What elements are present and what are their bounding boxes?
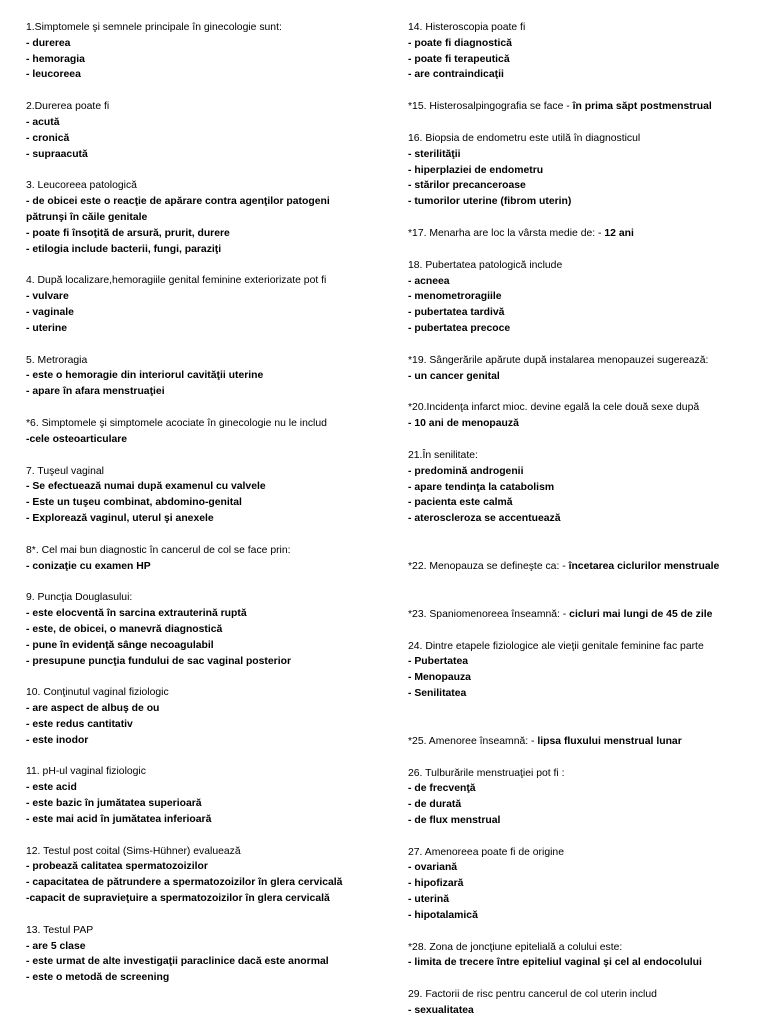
question-text: 10. Conţinutul vaginal fiziologic: [26, 687, 169, 699]
question-text: 29. Factorii de risc pentru cancerul de col uterin includ: [408, 989, 657, 1001]
question-text: 27. Amenoreea poate fi de origine: [408, 846, 564, 858]
answer-line: - Se efectuează numai după examenul cu valvele: [26, 481, 266, 493]
answer-line: - supraacută: [26, 148, 88, 160]
question-block: [26, 416, 376, 448]
answer-line: - este redus cantitativ: [26, 718, 133, 730]
answer-line: - acneea: [408, 275, 450, 287]
question-text: *23. Spaniomenoreea înseamnă: -: [408, 608, 570, 620]
question-block: [26, 923, 376, 986]
answer-line: - Explorează vaginul, uterul şi anexele: [26, 512, 214, 524]
answer-line: pătrunşi în căile genitale: [26, 211, 148, 223]
question-block: [408, 607, 760, 623]
answer-line: - apare în afara menstruaţiei: [26, 386, 165, 398]
answer-line: - apare tendinţa la catabolism: [408, 481, 555, 493]
answer-line: - pacienta este calmă: [408, 497, 513, 509]
question-block: [26, 590, 376, 669]
answer-line: - vulvare: [26, 291, 69, 303]
question-text: 2.Durerea poate fi: [26, 101, 110, 113]
question-block: [26, 20, 376, 83]
answer-line: - acută: [26, 116, 60, 128]
answer-line: - vaginale: [26, 306, 74, 318]
answer-line: - de frecvenţă: [408, 783, 476, 795]
question-block: [408, 987, 760, 1019]
answer-line: - leucoreea: [26, 69, 81, 81]
answer-line: - etilogia include bacterii, fungi, paraziţi: [26, 243, 222, 255]
answer-line: - este, de obicei, o manevră diagnostică: [26, 623, 223, 635]
answer-line: - de flux menstrual: [408, 814, 501, 826]
question-block: [408, 734, 760, 750]
inline-answer: în prima săpt postmenstrual: [572, 101, 712, 113]
answer-line: - probează calitatea spermatozoizilor: [26, 861, 208, 873]
answer-line: - hipotalamică: [408, 909, 478, 921]
answer-line: - Pubertatea: [408, 656, 469, 668]
answer-line: - poate fi însoţită de arsură, prurit, durere: [26, 227, 230, 239]
question-title: [26, 20, 376, 36]
right-question-column: [408, 20, 760, 1019]
inline-answer: încetarea ciclurilor menstruale: [568, 560, 720, 572]
question-title: [408, 639, 760, 655]
answer-line: - uterine: [26, 322, 67, 334]
question-block: [408, 131, 760, 210]
answer-line: - pune în evidenţă sânge necoagulabil: [26, 639, 214, 651]
answer-line: - este bazic în jumătatea superioară: [26, 798, 202, 810]
answer-line: - menometroragiile: [408, 291, 502, 303]
question-title: [408, 766, 760, 782]
question-text: 14. Histeroscopia poate fi: [408, 22, 526, 33]
answer-line: -cele osteoarticulare: [26, 433, 128, 445]
question-text: *25. Amenoree înseamnă: -: [408, 735, 538, 747]
answer-line: - sexualitatea: [408, 1005, 474, 1017]
answer-line: - de durată: [408, 799, 462, 811]
answer-line: - Senilitatea: [408, 687, 467, 699]
answer-line: - hiperplaziei de endometru: [408, 164, 544, 176]
answer-line: -capacit de supravieţuire a spermatozoizilor în glera cervicală: [26, 893, 330, 905]
answer-line: - este urmat de alte investigaţii paraclinice dacă este anormal: [26, 956, 329, 968]
answer-line: - conizaţie cu examen HP: [26, 560, 151, 572]
answer-line: - are aspect de albuş de ou: [26, 703, 160, 715]
question-title: [26, 416, 376, 432]
question-text: 4. După localizare,hemoragiile genital feminine exteriorizate pot fi: [26, 275, 327, 287]
answer-line: - uterină: [408, 894, 449, 906]
answer-line: - are 5 clase: [26, 940, 86, 952]
question-title: [26, 685, 376, 701]
question-title: [26, 464, 376, 480]
question-title: [408, 734, 760, 750]
question-text: 11. pH-ul vaginal fiziologic: [26, 766, 146, 778]
question-block: [408, 940, 760, 972]
answer-line: - este acid: [26, 782, 77, 794]
question-text: 1.Simptomele şi semnele principale în ginecologie sunt:: [26, 22, 282, 33]
question-text: 5. Metroragia: [26, 354, 88, 366]
answer-line: - sterilităţii: [408, 148, 461, 160]
inline-answer: 12 ani: [604, 227, 634, 239]
question-title: [408, 559, 760, 575]
question-title: [26, 99, 376, 115]
question-text: *15. Histerosalpingografia se face -: [408, 101, 573, 113]
question-text: *17. Menarha are loc la vârsta medie de: -: [408, 227, 605, 239]
answer-line: - durerea: [26, 37, 71, 49]
answer-line: - tumorilor uterine (fibrom uterin): [408, 196, 572, 208]
answer-line: - pubertatea tardivă: [408, 307, 505, 319]
question-title: [408, 940, 760, 956]
question-title: [26, 844, 376, 860]
answer-line: - stărilor precanceroase: [408, 180, 526, 192]
question-title: [26, 353, 376, 369]
question-title: [408, 131, 760, 147]
answer-line: - hipofizară: [408, 878, 464, 890]
answer-line: - Menopauza: [408, 672, 471, 684]
question-title: [408, 607, 760, 623]
question-title: [408, 99, 760, 115]
question-text: *6. Simptomele şi simptomele acociate în ginecologie nu le includ: [26, 417, 327, 429]
question-block: [26, 844, 376, 907]
question-block: [408, 845, 760, 924]
answer-line: - este elocventă în sarcina extrauterină ruptă: [26, 608, 247, 620]
question-title: [408, 20, 760, 36]
question-text: 3. Leucoreea patologică: [26, 180, 137, 192]
question-block: [408, 99, 760, 115]
question-title: [408, 448, 760, 464]
question-text: 16. Biopsia de endometru este utilă în diagnosticul: [408, 132, 641, 144]
question-block: [408, 400, 760, 432]
question-text: 18. Pubertatea patologică include: [408, 259, 563, 271]
question-title: [408, 258, 760, 274]
answer-line: - un cancer genital: [408, 370, 500, 382]
question-title: [408, 400, 760, 416]
answer-line: - capacitatea de pătrundere a spermatozoizilor în glera cervicală: [26, 877, 343, 889]
question-text: *19. Sângerările apărute după instalarea menopauzei sugerează:: [408, 354, 709, 366]
question-block: [408, 448, 760, 527]
answer-line: - este inodor: [26, 734, 89, 746]
question-text: 21.În senilitate:: [408, 449, 478, 461]
question-title: [26, 178, 376, 194]
answer-line: - predomină androgenii: [408, 465, 524, 477]
left-question-column: [26, 20, 376, 986]
answer-line: - ovariană: [408, 862, 458, 874]
answer-line: - cronică: [26, 132, 70, 144]
question-text: 7. Tuşeul vaginal: [26, 465, 104, 477]
question-block: [408, 20, 760, 83]
question-block: [26, 543, 376, 575]
inline-answer: cicluri mai lungi de 45 de zile: [569, 608, 713, 620]
answer-line: - hemoragia: [26, 53, 85, 65]
question-text: 26. Tulburările menstruaţiei pot fi :: [408, 767, 565, 779]
question-block: [408, 766, 760, 829]
question-block: [408, 639, 760, 702]
question-title: [26, 590, 376, 606]
question-text: 13. Testul PAP: [26, 924, 94, 936]
answer-line: - presupune puncţia fundului de sac vaginal posterior: [26, 655, 291, 667]
question-block: [26, 464, 376, 527]
question-block: [26, 99, 376, 162]
answer-line: - este o metodă de screening: [26, 972, 170, 984]
answer-line: - poate fi terapeutică: [408, 53, 510, 65]
question-block: [26, 178, 376, 257]
question-text: *28. Zona de joncţiune epitelială a colului este:: [408, 941, 623, 953]
question-block: [26, 764, 376, 827]
question-title: [26, 923, 376, 939]
question-text: *20.Incidenţa infarct mioc. devine egală la cele două sexe după: [408, 402, 700, 414]
question-text: 9. Puncţia Douglasului:: [26, 592, 133, 604]
question-title: [26, 543, 376, 559]
answer-line: - limita de trecere între epiteliul vaginal şi cel al endocolului: [408, 957, 702, 969]
answer-line: - are contraindicaţii: [408, 69, 504, 81]
question-block: [26, 273, 376, 336]
question-block: [408, 353, 760, 385]
question-block: [408, 559, 760, 575]
question-block: [408, 258, 760, 337]
inline-answer: lipsa fluxului menstrual lunar: [537, 735, 682, 747]
answer-line: - este o hemoragie din interiorul cavităţii uterine: [26, 370, 264, 382]
question-text: 24. Dintre etapele fiziologice ale vieţii genitale feminine fac parte: [408, 640, 704, 652]
question-block: [26, 353, 376, 400]
question-block: [26, 685, 376, 748]
question-title: [408, 987, 760, 1003]
question-title: [408, 353, 760, 369]
answer-line: - pubertatea precoce: [408, 322, 511, 334]
question-title: [408, 845, 760, 861]
answer-line: - poate fi diagnostică: [408, 37, 512, 49]
question-block: [408, 226, 760, 242]
question-title: [26, 764, 376, 780]
answer-line: - de obicei este o reacţie de apărare contra agenţilor patogeni: [26, 196, 330, 208]
answer-line: - Este un tuşeu combinat, abdomino-genital: [26, 497, 242, 509]
question-text: *22. Menopauza se defineşte ca: -: [408, 560, 569, 572]
question-title: [26, 273, 376, 289]
answer-line: - este mai acid în jumătatea inferioară: [26, 813, 212, 825]
question-title: [408, 226, 760, 242]
answer-line: - 10 ani de menopauză: [408, 418, 519, 430]
question-text: 12. Testul post coital (Sims-Hühner) evaluează: [26, 845, 241, 857]
question-text: 8*. Cel mai bun diagnostic în cancerul de col se face prin:: [26, 544, 291, 556]
answer-line: - ateroscleroza se accentuează: [408, 513, 561, 525]
